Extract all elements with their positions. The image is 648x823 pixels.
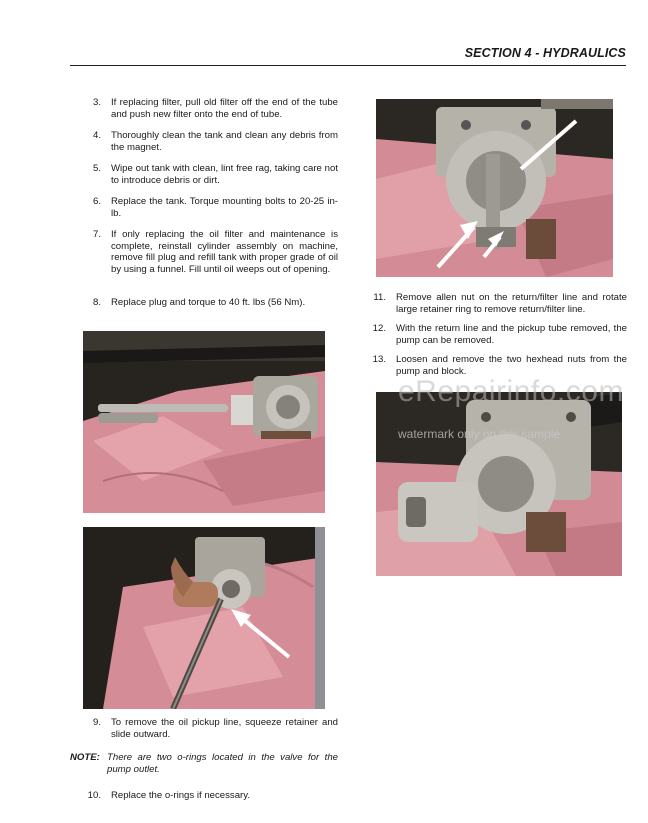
watermark-site: eRepairinfo.com	[398, 375, 624, 408]
step-text: If only replacing the oil filter and maintenance is complete, reinstall cylinder assembly on machine, remove fill plug and refill tank with proper grade of oil by using a funnel. Fill until oil weeps out of opening.	[111, 229, 338, 275]
step-number: 13.	[372, 354, 386, 365]
step-text: With the return line and the pickup tube removed, the pump can be removed.	[396, 323, 627, 346]
step-number: 5.	[92, 163, 101, 174]
step-number: 9.	[92, 717, 101, 728]
photo-return-line	[376, 99, 613, 277]
step-number: 10.	[87, 790, 101, 801]
step-number: 8.	[92, 297, 101, 308]
watermark-sample: watermark only on this sample	[398, 427, 561, 441]
step-text: Replace the tank. Torque mounting bolts to 20-25 in-lb.	[111, 196, 338, 219]
photo-pump-removal	[376, 392, 622, 576]
step-text: Replace plug and torque to 40 ft. lbs (56 Nm).	[111, 297, 306, 308]
step-text: Remove allen nut on the return/filter line and rotate large retainer ring to remove return/filter line.	[396, 292, 627, 315]
step-number: 3.	[92, 97, 101, 108]
page-header	[70, 45, 626, 66]
step-number: 6.	[92, 196, 101, 207]
section-title: SECTION 4 - HYDRAULICS	[464, 46, 626, 60]
photo-pickup-line	[83, 527, 325, 709]
step-number: 12.	[372, 323, 386, 334]
step-number: 4.	[92, 130, 101, 141]
photo-torque-wrench	[83, 331, 325, 513]
note-text: There are two o-rings located in the valve for the pump outlet.	[107, 752, 338, 775]
step-text: If replacing filter, pull old filter off the end of the tube and push new filter onto the end of tube.	[111, 97, 338, 120]
step-number: 11.	[373, 292, 386, 303]
step-text: Replace the o-rings if necessary.	[111, 790, 250, 801]
step-text: Thoroughly clean the tank and clean any debris from the magnet.	[111, 130, 338, 153]
step-text: Wipe out tank with clean, lint free rag, taking care not to introduce debris or dirt.	[111, 163, 338, 186]
step-number: 7.	[92, 229, 101, 240]
step-text: To remove the oil pickup line, squeeze retainer and slide outward.	[111, 717, 338, 740]
note-label: NOTE:	[70, 752, 100, 763]
step-text: Loosen and remove the two hexhead nuts from the pump and block.	[396, 354, 627, 377]
